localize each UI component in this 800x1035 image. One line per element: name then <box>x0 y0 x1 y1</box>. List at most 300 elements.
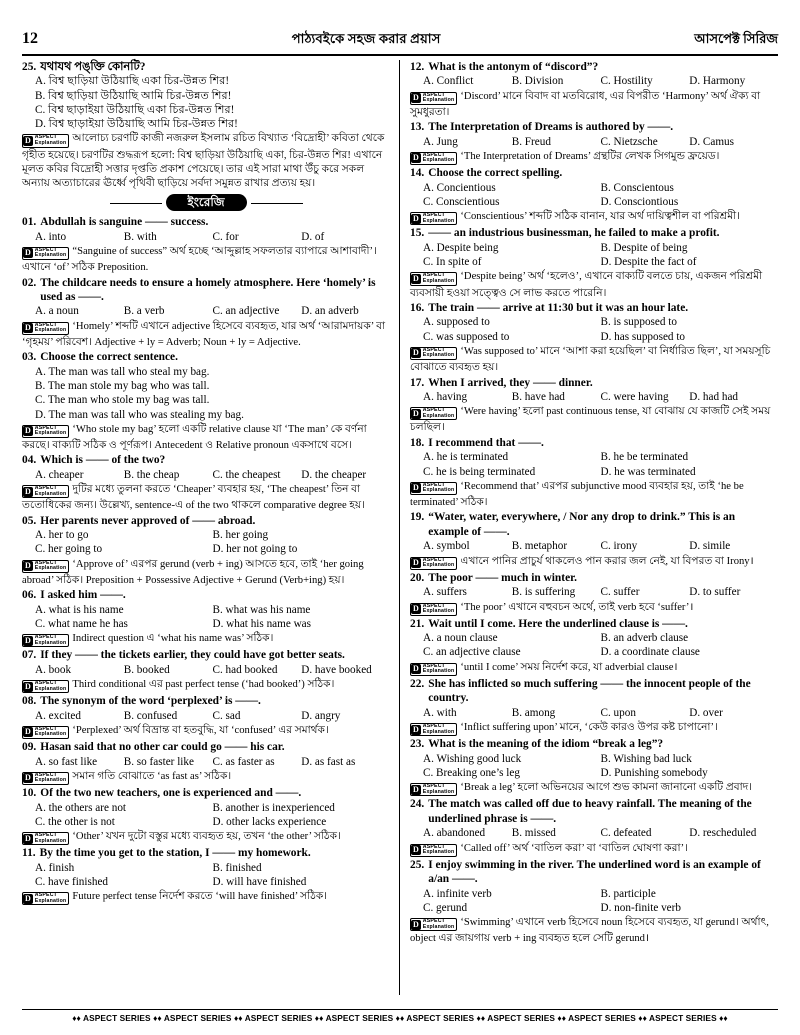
option-row <box>22 365 390 379</box>
option-item[interactable]: B. is suffering <box>511 586 576 599</box>
badge-label: ASPECT Explanation <box>422 662 455 675</box>
option-item[interactable]: B. The man stole my bag who was tall. <box>35 380 210 393</box>
explanation-badge <box>410 272 457 285</box>
option-item[interactable]: C. defeated <box>600 827 652 840</box>
option-row <box>410 887 778 901</box>
option-item[interactable]: A. abandoned <box>423 827 486 840</box>
option-item[interactable]: A. the others are not <box>35 801 127 814</box>
explanation <box>410 269 778 300</box>
question-number: 25. <box>410 858 425 871</box>
option-row <box>22 393 390 407</box>
badge-label: ASPECT Explanation <box>34 832 67 844</box>
option-list <box>22 603 390 631</box>
option-item[interactable]: C. In spite of <box>423 256 482 269</box>
option-item[interactable]: B. what was his name <box>212 603 311 616</box>
option-list <box>410 539 778 553</box>
question-text: If they —— the tickets earlier, they could have got better seats. <box>40 649 345 662</box>
badge-label: ASPECT Explanation <box>422 556 455 569</box>
option-row <box>22 230 390 244</box>
page-number: 12 <box>22 30 38 47</box>
explanation-text: এখানে পানির প্রাচুর্য থাকলেও পান করার জল নেই, যা বিপরত বা Irony। <box>460 555 754 567</box>
question-item <box>410 858 778 946</box>
option-list <box>22 74 390 131</box>
explanation-text: ‘Who stole my bag’ হলো একটি relative clause যা ‘The man’ কে বর্ণনা করছে। বাক্যটি সঠিক ও পূর্ণরূপ। Antecedent ও Relative pronoun একসাথে বসে। <box>22 423 367 451</box>
option-item[interactable]: A. symbol <box>423 540 470 553</box>
question-header <box>22 514 390 528</box>
badge-letter: D <box>413 348 419 358</box>
option-list <box>410 706 778 720</box>
badge-label: ASPECT Explanation <box>34 424 67 437</box>
question-number: 07. <box>22 649 37 662</box>
badge-letter: D <box>25 426 31 436</box>
question-item <box>22 215 390 274</box>
option-item[interactable]: C. an adjective <box>212 305 280 318</box>
badge-label: ASPECT Explanation <box>422 602 455 614</box>
explanation-badge <box>410 557 457 570</box>
badge-letter: D <box>25 635 31 645</box>
option-item[interactable]: B. participle <box>600 887 656 900</box>
explanation-text: ‘Approve of’ এরপর gerund (verb + ing) আসতে হবে, তাই ‘her going abroad’ সঠিক। Preposition + Possessive Adjective + Gerund (Verb+ing) হয়। <box>22 558 364 586</box>
question-item <box>410 797 778 856</box>
option-item[interactable]: A. Conflict <box>423 75 474 88</box>
option-item[interactable]: C. Nietzsche <box>600 135 658 148</box>
option-item[interactable]: D. বিশ্ব ছাড়াইয়া উঠিয়াছি আমি চির-উন্নত শির! <box>35 118 238 131</box>
badge-label: ASPECT Explanation <box>34 680 67 692</box>
option-item[interactable]: B. Freud <box>511 135 551 148</box>
question-number: 10. <box>22 787 37 800</box>
option-row <box>410 390 778 404</box>
option-item[interactable]: C. for <box>212 230 239 243</box>
question-header <box>22 453 390 467</box>
question-text: I enjoy swimming in the river. The underlined word is an example of a/an ——. <box>428 858 761 886</box>
option-item[interactable]: A. cheaper <box>35 468 84 481</box>
book-tagline: পাঠ্যবইকে সহজ করার প্রয়াস <box>291 31 441 46</box>
question-number: 16. <box>410 301 425 314</box>
question-text: The synonym of the word ‘perplexed’ is ——. <box>40 695 261 708</box>
option-item[interactable]: D. Camus <box>689 135 734 148</box>
explanation-text: সমান গতি বোঝাতে ‘as fast as’ সঠিক। <box>72 770 232 782</box>
option-item[interactable]: D. an adverb <box>301 305 359 318</box>
option-item[interactable]: A. with <box>423 706 457 719</box>
option-item[interactable]: C. Conscientious <box>423 195 500 208</box>
question-text: By the time you get to the station, I —— my homework. <box>39 847 311 860</box>
badge-letter: D <box>25 323 31 333</box>
option-item[interactable]: D. her not going to <box>212 543 298 556</box>
badge-letter: D <box>25 561 31 571</box>
option-item[interactable]: B. the cheap <box>123 468 180 481</box>
option-item[interactable]: B. Despite of being <box>600 241 688 254</box>
option-row <box>410 901 778 915</box>
question-header <box>22 588 390 602</box>
explanation <box>22 889 390 905</box>
option-item[interactable]: B. have had <box>511 391 565 404</box>
badge-letter: D <box>25 135 31 145</box>
explanation-text: ‘The Interpretation of Dreams’ গ্রন্থটির লেখক সিগমুন্ড ফ্রয়েড। <box>460 151 720 163</box>
option-item[interactable]: C. gerund <box>423 902 468 914</box>
badge-letter: D <box>413 664 419 674</box>
question-number: 24. <box>410 798 425 811</box>
explanation-text: “Sanguine of success” অর্থ হচ্ছে ‘আব্দুল্লাহ সফলতার ব্যাপারে আশাবাদী’। এখানে ‘of’ সঠিক Preposition. <box>22 245 377 274</box>
option-item[interactable]: A. Wishing good luck <box>423 752 522 765</box>
series-title: আসপেক্ট সিরিজ <box>694 31 778 46</box>
explanation-badge <box>410 212 457 225</box>
badge-letter: D <box>25 681 31 691</box>
question-text: Wait until I come. Here the underlined clause is ——. <box>428 617 688 630</box>
explanation-badge <box>22 772 69 785</box>
question-text: Which is —— of the two? <box>40 454 166 467</box>
option-list <box>22 304 390 318</box>
option-item[interactable]: B. confused <box>123 709 178 722</box>
question-number: 12. <box>410 61 425 73</box>
explanation-badge <box>410 92 457 105</box>
option-row <box>22 379 390 393</box>
option-row <box>410 539 778 553</box>
explanation-badge <box>410 347 457 360</box>
explanation <box>410 479 778 510</box>
option-item[interactable]: A. a noun <box>35 305 79 318</box>
badge-label: ASPECT Explanation <box>422 91 455 104</box>
option-row <box>22 468 390 482</box>
option-row <box>410 255 778 269</box>
page-footer: ♦♦ ASPECT SERIES ♦♦ ASPECT SERIES ♦♦ ASPECT SERIES ♦♦ ASPECT SERIES ♦♦ ASPECT SERIES ♦♦ ASPECT SERIES ♦♦ ASPECT SERIES ♦♦ ASPECT SERIES ♦♦ <box>22 1009 778 1023</box>
option-item[interactable]: D. will have finished <box>212 875 307 888</box>
explanation-text: ‘Inflict suffering upon’ মানে, ‘কেউ কারও উপর কষ্ট চাপানো’। <box>460 722 718 734</box>
option-item[interactable]: B. so faster like <box>123 755 194 768</box>
question-text: I asked him ——. <box>40 589 126 602</box>
badge-letter: D <box>413 919 419 929</box>
question-header <box>410 436 778 450</box>
explanation <box>22 422 390 453</box>
option-row <box>22 709 390 723</box>
option-item[interactable]: B. her going <box>212 529 269 542</box>
option-item[interactable]: D. has supposed to <box>600 330 686 343</box>
explanation-text: ‘Perplexed’ অর্থ বিভ্রান্ত বা হতবুদ্ধি, যা ‘confused’ এর সমার্থক। <box>72 725 329 737</box>
option-item[interactable]: D. as fast as <box>301 755 356 768</box>
explanation-text: ‘Recommend that’ এরপর subjunctive mood ব্যবহার হয়, তাই ‘he be terminated’ সঠিক। <box>410 480 744 509</box>
option-row <box>410 315 778 329</box>
option-item[interactable]: B. is supposed to <box>600 316 677 329</box>
explanation-text: Future perfect tense নির্দেশ করতে ‘will have finished’ সঠিক। <box>72 891 328 903</box>
option-item[interactable]: C. upon <box>600 706 636 719</box>
question-text: The childcare needs to ensure a homely atmosphere. Here ‘homely’ is used as ——. <box>40 276 376 303</box>
option-item[interactable]: A. he is terminated <box>423 451 509 464</box>
badge-label: ASPECT Explanation <box>422 481 455 494</box>
badge-label: ASPECT Explanation <box>34 485 67 497</box>
question-header <box>410 60 778 74</box>
option-item[interactable]: C. was supposed to <box>423 330 510 343</box>
option-item[interactable]: C. The man who stole my bag was tall. <box>35 394 210 407</box>
option-row <box>22 103 390 117</box>
option-item[interactable]: D. over <box>689 706 723 719</box>
badge-label: ASPECT Explanation <box>34 634 67 646</box>
explanation-badge <box>22 832 69 845</box>
explanation <box>410 344 778 375</box>
question-number: 05. <box>22 514 37 527</box>
explanation <box>410 660 778 676</box>
option-item[interactable]: D. of <box>301 230 325 243</box>
left-column <box>22 60 400 995</box>
question-header <box>22 215 390 229</box>
option-item[interactable]: C. were having <box>600 391 669 404</box>
explanation-badge <box>22 425 69 438</box>
option-item[interactable]: D. Punishing somebody <box>600 767 708 779</box>
badge-letter: D <box>413 213 419 223</box>
option-item[interactable]: C. what name he has <box>35 618 128 631</box>
option-item[interactable]: A. finish <box>35 861 75 874</box>
badge-label: ASPECT Explanation <box>34 246 67 259</box>
explanation-text: দুটির মধ্যে তুলনা করতে ‘Cheaper’ ব্যবহার হয়, ‘The cheapest’ তিন বা ততোধিকের জন্য। উল্লেখ্য, sentence-এ of the two থাকলে comparative degree হয়। <box>22 484 365 512</box>
explanation-text: ‘until I come’ সময় নির্দেশ করে, যা adverbial clause। <box>460 661 678 673</box>
option-item[interactable]: A. having <box>423 391 468 404</box>
badge-label: ASPECT Explanation <box>422 407 455 419</box>
question-number: 23. <box>410 738 425 751</box>
question-item <box>410 166 778 225</box>
question-item <box>22 514 390 588</box>
option-item[interactable]: A. book <box>35 663 72 676</box>
badge-label: ASPECT Explanation <box>422 783 455 795</box>
option-item[interactable]: D. rescheduled <box>689 827 757 840</box>
option-item[interactable]: C. the other is not <box>35 815 115 828</box>
question-number: 08. <box>22 695 37 708</box>
explanation-badge <box>22 634 69 647</box>
question-item <box>410 617 778 676</box>
option-item[interactable]: B. missed <box>511 827 556 840</box>
option-row <box>410 241 778 255</box>
question-item <box>22 588 390 647</box>
badge-letter: D <box>25 727 31 737</box>
question-header <box>410 617 778 631</box>
question-item <box>22 786 390 845</box>
explanation <box>410 915 778 946</box>
question-header <box>22 60 390 74</box>
explanation <box>22 723 390 739</box>
option-item[interactable]: B. finished <box>212 861 262 874</box>
question-text: What is the antonym of “discord”? <box>428 61 599 73</box>
explanation-badge <box>410 152 457 165</box>
option-row <box>22 542 390 556</box>
option-item[interactable]: C. he is being terminated <box>423 465 536 478</box>
question-item <box>22 350 390 452</box>
option-item[interactable]: D. had had <box>689 391 739 404</box>
explanation <box>410 841 778 857</box>
question-header <box>410 737 778 751</box>
option-item[interactable]: D. other lacks experience <box>212 815 327 828</box>
option-row <box>410 195 778 209</box>
option-item[interactable]: D. Despite the fact of <box>600 256 697 269</box>
option-list <box>410 135 778 149</box>
explanation <box>22 131 390 191</box>
question-header <box>22 350 390 364</box>
explanation <box>22 244 390 275</box>
question-item <box>22 740 390 785</box>
option-item[interactable]: B. বিশ্ব ছাড়িয়া উঠিয়াছি আমি চির-উন্নত শির! <box>35 89 232 102</box>
question-number: 04. <box>22 454 37 467</box>
option-row <box>22 528 390 542</box>
option-item[interactable]: B. a verb <box>123 305 165 318</box>
badge-label: ASPECT Explanation <box>422 918 455 930</box>
option-item[interactable]: C. sad <box>212 709 241 722</box>
option-item[interactable]: A. supposed to <box>423 316 490 329</box>
option-item[interactable]: B. with <box>123 230 157 243</box>
option-item[interactable]: D. to suffer <box>689 586 741 599</box>
question-header <box>22 648 390 662</box>
question-number: 15. <box>410 227 425 240</box>
badge-letter: D <box>413 604 419 613</box>
option-item[interactable]: C. the cheapest <box>212 468 281 481</box>
question-item <box>410 301 778 375</box>
option-item[interactable]: A. Despite being <box>423 241 499 254</box>
explanation-badge <box>22 680 69 693</box>
content-columns <box>22 60 778 995</box>
option-item[interactable]: A. excited <box>35 709 81 722</box>
badge-letter: D <box>413 408 419 418</box>
option-item[interactable]: D. angry <box>301 709 341 722</box>
option-item[interactable]: B. among <box>511 706 556 719</box>
option-row <box>410 181 778 195</box>
option-item[interactable]: D. a coordinate clause <box>600 646 700 659</box>
option-item[interactable]: D. Harmony <box>689 75 746 88</box>
explanation <box>410 780 778 796</box>
option-item[interactable]: B. booked <box>123 663 170 676</box>
option-item[interactable]: D. simile <box>689 540 731 553</box>
explanation-text: ‘Swimming’ এখানে verb হিসেবে noun হিসেবে ব্যবহৃত, যা gerund। অর্থাৎ, object এর জায়গায় verb + ing ব্যবহৃত হলে সেটি gerund। <box>410 917 769 945</box>
option-row <box>22 861 390 875</box>
option-item[interactable]: C. suffer <box>600 586 640 599</box>
option-item[interactable]: A. বিশ্ব ছাড়িয়া উঠিয়াছি একা চির-উন্নত শির! <box>35 75 230 88</box>
question-text: Of the two new teachers, one is experienced and ——. <box>40 787 302 800</box>
page-header <box>22 30 778 56</box>
option-row <box>22 603 390 617</box>
question-text: “Water, water, everywhere, / Nor any drop to drink.” This is an example of ——. <box>428 511 736 538</box>
badge-letter: D <box>25 833 31 843</box>
option-item[interactable]: D. Consciontious <box>600 195 679 208</box>
explanation-badge <box>22 134 69 147</box>
option-item[interactable]: A. Jung <box>423 135 458 148</box>
option-item[interactable]: B. metaphor <box>511 540 568 553</box>
explanation <box>410 89 778 120</box>
badge-letter: D <box>413 784 419 794</box>
option-item[interactable]: A. suffers <box>423 586 467 599</box>
option-row <box>410 585 778 599</box>
explanation-text: ‘Conscientious’ শব্দটি সঠিক বানান, যার অর্থ দায়িত্বশীল বা পরিশ্রমী। <box>460 211 740 223</box>
option-item[interactable]: C. বিশ্ব ছাড়াইয়া উঠিয়াছি একা চির-উন্নত শির! <box>35 103 235 116</box>
option-item[interactable]: A. The man was tall who steal my bag. <box>35 365 210 378</box>
question-number: 22. <box>410 677 425 690</box>
explanation <box>22 829 390 845</box>
question-text: Choose the correct spelling. <box>428 167 563 180</box>
question-number: 11. <box>22 847 36 860</box>
question-header <box>410 120 778 134</box>
option-item[interactable]: C. her going to <box>35 543 103 556</box>
question-number: 17. <box>410 376 425 389</box>
question-text: Hasan said that no other car could go —— his car. <box>40 741 285 754</box>
question-number: 20. <box>410 571 425 584</box>
badge-label: ASPECT Explanation <box>34 321 67 334</box>
explanation-badge <box>22 485 69 498</box>
option-item[interactable]: A. Concientious <box>423 181 496 194</box>
option-row <box>22 663 390 677</box>
option-item[interactable]: D. have booked <box>301 663 372 676</box>
option-item[interactable]: D. he was terminated <box>600 465 696 478</box>
option-item[interactable]: A. into <box>35 230 67 243</box>
option-item[interactable]: B. Wishing bad luck <box>600 752 692 765</box>
question-item <box>410 571 778 616</box>
option-row <box>22 801 390 815</box>
option-item[interactable]: C. have finished <box>35 875 109 888</box>
explanation-badge <box>22 560 69 573</box>
explanation-badge <box>410 407 457 420</box>
question-item <box>22 648 390 693</box>
explanation <box>410 209 778 225</box>
badge-letter: D <box>25 893 31 903</box>
question-number: 02. <box>22 276 37 289</box>
option-item[interactable]: D. the cheaper <box>301 468 367 481</box>
badge-letter: D <box>25 773 31 783</box>
option-row <box>410 135 778 149</box>
explanation <box>410 720 778 736</box>
badge-label: ASPECT Explanation <box>34 892 67 904</box>
option-item[interactable]: C. Hostility <box>600 75 653 88</box>
option-item[interactable]: A. what is his name <box>35 603 124 616</box>
option-item[interactable]: B. another is inexperienced <box>212 801 335 814</box>
question-header <box>22 846 390 860</box>
option-item[interactable]: C. had booked <box>212 663 278 676</box>
badge-label: ASPECT Explanation <box>34 559 67 572</box>
section-banner: ইংরেজি <box>166 194 247 211</box>
option-item[interactable]: A. so fast like <box>35 755 98 768</box>
option-item[interactable]: A. infinite verb <box>423 887 492 900</box>
explanation-text: ‘Was supposed to’ মানে ‘আশা করা হয়েছিল’ বা নির্ধারিত ছিল’, যা সময়সূচি বোঝাতে ব্যবহৃত হয়। <box>410 345 771 374</box>
option-item[interactable]: B. Conscientous <box>600 181 674 194</box>
question-item <box>22 60 390 191</box>
explanation-badge <box>22 322 69 335</box>
option-item[interactable]: C. irony <box>600 540 638 553</box>
explanation-text: ‘The poor’ এখানে বহুবচন অর্থে, তাই verb হবে ‘suffer’। <box>460 601 694 613</box>
option-item[interactable]: A. a noun clause <box>423 632 498 645</box>
explanation-text: ‘Homely’ শব্দটি এখানে adjective হিসেবে ব্যবহৃত, যার অর্থ ‘আরামদায়ক’ বা ‘গৃহময়’ পরিবেশ। Adjective + ly = Adverb; Noun + ly = Adjective. <box>22 320 386 348</box>
option-item[interactable]: B. an adverb clause <box>600 632 689 645</box>
explanation-text: ‘Despite being’ অর্থ ‘হলেও’, এখানে বাক্যটি বলতে চায়, একজন পরিশ্রমী ব্যবসায়ী হওয়া সত্ত্বেও সে লাভ করতে পারেনি। <box>410 271 763 299</box>
badge-label: ASPECT Explanation <box>422 212 455 224</box>
question-header <box>410 301 778 315</box>
option-item[interactable]: C. Breaking one’s leg <box>423 767 520 779</box>
question-header <box>410 571 778 585</box>
option-item[interactable]: A. her to go <box>35 529 89 542</box>
option-item[interactable]: D. The man was tall who was stealing my bag. <box>35 408 244 421</box>
option-list <box>22 528 390 556</box>
option-item[interactable]: D. what his name was <box>212 618 311 631</box>
option-item[interactable]: B. he be terminated <box>600 451 689 464</box>
explanation <box>22 769 390 785</box>
option-list <box>410 826 778 840</box>
option-row <box>22 755 390 769</box>
option-item[interactable]: C. as faster as <box>212 755 275 768</box>
explanation-badge <box>410 663 457 676</box>
question-header <box>410 166 778 180</box>
badge-letter: D <box>413 724 419 734</box>
option-item[interactable]: B. Division <box>511 75 564 88</box>
option-row <box>410 450 778 464</box>
option-row <box>22 304 390 318</box>
question-number: 09. <box>22 741 37 754</box>
explanation <box>22 677 390 693</box>
option-item[interactable]: D. non-finite verb <box>600 902 681 914</box>
badge-label: ASPECT Explanation <box>422 346 455 359</box>
question-number: 21. <box>410 617 425 630</box>
explanation-text: ‘Called off’ অর্থ ‘বাতিল করা’ বা ‘বাতিল ঘোষণা করা’। <box>460 842 688 854</box>
option-item[interactable]: C. an adjective clause <box>423 646 521 659</box>
question-text: Her parents never approved of —— abroad. <box>40 514 256 527</box>
